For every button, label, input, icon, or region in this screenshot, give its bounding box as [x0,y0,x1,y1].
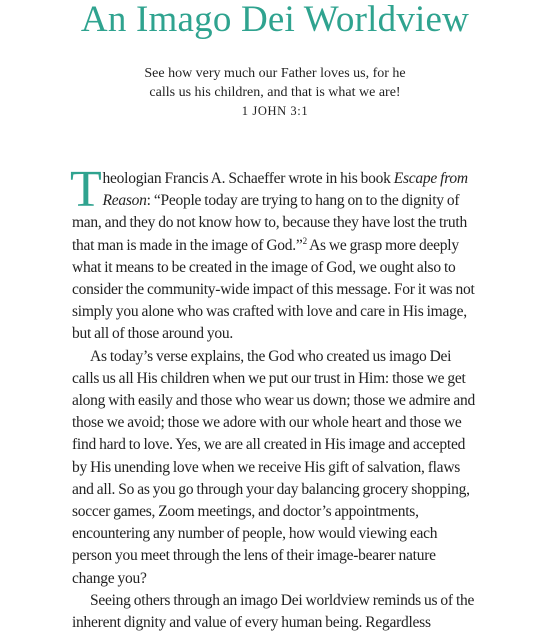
paragraph-text: : “People today are trying to hang on to the dignity of man, and they do not know how to, because they have lost the truth that man is made in the image of God.” [72,192,467,254]
epigraph-line: calls us his children, and that is what we are! [149,85,401,100]
drop-cap: T [70,161,102,218]
scripture-reference: 1 JOHN 3:1 [241,104,309,118]
paragraph [70,161,478,346]
paragraph: Seeing others through an imago Dei worldview reminds us of the inherent dignity and value of every human being. Regardless [72,591,475,632]
paragraph-text: heologian Francis A. Schaeffer wrote in his book [102,170,394,187]
footnote-marker: 2 [302,235,307,246]
page-title: An Imago Dei Worldview [80,0,470,40]
body-text [70,161,478,634]
paragraph-text: As we grasp more deeply what it means to be created in the image of God, we ought also to consider the community-wide impact of this message. For it was not simply you alone who was crafted with love and care in His image, but all of those around you. [72,236,475,343]
book-title: Escape from Reason [102,170,468,210]
paragraph: As today’s verse explains, the God who created us imago Dei calls us all His children when we put our trust in Him: those we get along with easily and those who wear us down; those we admire and those we avoid; those we adore with our whole heart and those we find hard to love. Yes, we are all created in His image and accepted by His unending love when we receive His gift of salvation, flaws and all. So as you go through your day balancing grocery shopping, soccer games, Zoom meetings, and doctor’s appointments, encountering any number of people, how would viewing each person you meet through the lens of their image-bearer nature change you? [72,347,476,587]
epigraph-line: See how very much our Father loves us, for he [144,66,406,81]
epigraph [90,64,460,121]
